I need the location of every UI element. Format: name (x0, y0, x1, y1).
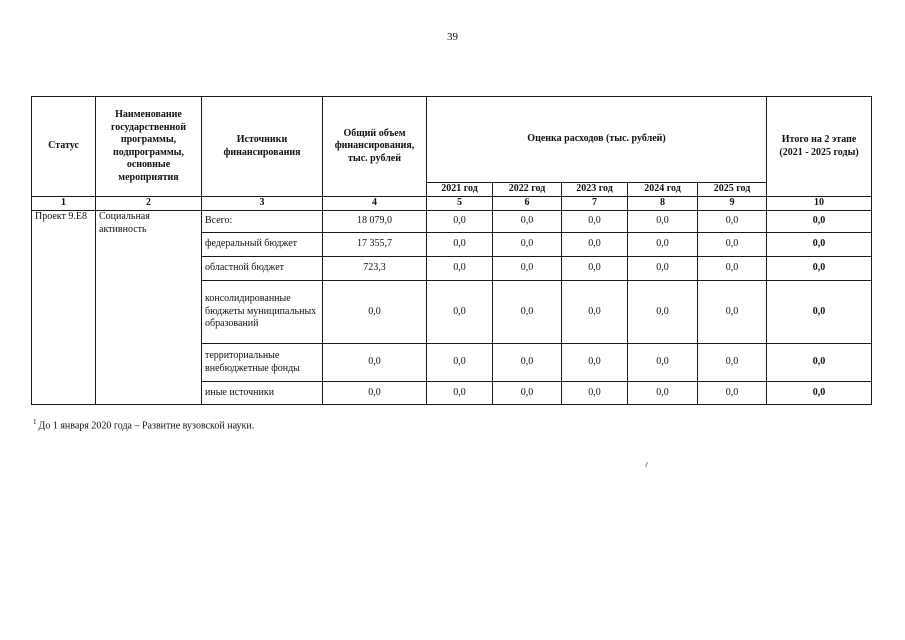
year-cell: 0,0 (698, 233, 767, 257)
year-cell: 0,0 (493, 257, 562, 281)
year-cell: 0,0 (493, 382, 562, 405)
year-cell: 0,0 (698, 257, 767, 281)
year-cell: 0,0 (493, 233, 562, 257)
table-row (32, 211, 872, 233)
column-number: 1 (32, 197, 96, 211)
year-cell: 0,0 (628, 257, 698, 281)
source-cell: территориальные внебюджетные фонды (202, 344, 323, 382)
total-cell: 0,0 (323, 344, 427, 382)
total-cell: 0,0 (323, 281, 427, 344)
year-cell: 0,0 (698, 281, 767, 344)
footnote-text: До 1 января 2020 года – Развитие вузовской науки. (38, 420, 255, 432)
year-cell: 0,0 (628, 382, 698, 405)
header-year: 2025 год (698, 183, 767, 197)
source-cell: иные источники (202, 382, 323, 405)
source-cell: федеральный бюджет (202, 233, 323, 257)
stage-total-cell: 0,0 (767, 211, 872, 233)
stage-total-cell: 0,0 (767, 233, 872, 257)
year-cell: 0,0 (562, 257, 628, 281)
stage-total-cell: 0,0 (767, 344, 872, 382)
year-cell: 0,0 (562, 344, 628, 382)
project-name: Социальная активность (96, 211, 202, 405)
source-cell: областной бюджет (202, 257, 323, 281)
year-cell: 0,0 (562, 233, 628, 257)
year-cell: 0,0 (427, 233, 493, 257)
column-number: 9 (698, 197, 767, 211)
header-stage-total: Итого на 2 этапе (2021 - 2025 годы) (767, 97, 872, 197)
header-sources: Источники финансирования (202, 97, 323, 197)
year-cell: 0,0 (562, 382, 628, 405)
year-cell: 0,0 (562, 211, 628, 233)
year-cell: 0,0 (427, 382, 493, 405)
column-number: 2 (96, 197, 202, 211)
header-year: 2021 год (427, 183, 493, 197)
financing-table (31, 96, 872, 405)
source-cell: консолидированные бюджеты муниципальных образований (202, 281, 323, 344)
header-year: 2023 год (562, 183, 628, 197)
header-year: 2022 год (493, 183, 562, 197)
year-cell: 0,0 (427, 344, 493, 382)
project-status: Проект 9.Е8 (32, 211, 96, 405)
column-number: 5 (427, 197, 493, 211)
total-cell: 18 079,0 (323, 211, 427, 233)
footnote-marker: 1 (33, 418, 37, 426)
column-number: 8 (628, 197, 698, 211)
column-number-row (32, 197, 872, 211)
column-number: 3 (202, 197, 323, 211)
year-cell: 0,0 (698, 344, 767, 382)
column-number: 10 (767, 197, 872, 211)
stage-total-cell: 0,0 (767, 281, 872, 344)
total-cell: 17 355,7 (323, 233, 427, 257)
page-number: 39 (447, 31, 458, 43)
year-cell: 0,0 (698, 382, 767, 405)
footnote (33, 418, 254, 431)
header-year: 2024 год (628, 183, 698, 197)
year-cell: 0,0 (493, 344, 562, 382)
year-cell: 0,0 (562, 281, 628, 344)
year-cell: 0,0 (698, 211, 767, 233)
stage-total-cell: 0,0 (767, 382, 872, 405)
header-total-volume: Общий объем финансирования, тыс. рублей (323, 97, 427, 197)
year-cell: 0,0 (628, 233, 698, 257)
header-row (32, 97, 872, 183)
source-cell: Всего: (202, 211, 323, 233)
year-cell: 0,0 (493, 211, 562, 233)
year-cell: 0,0 (628, 344, 698, 382)
stage-total-cell: 0,0 (767, 257, 872, 281)
total-cell: 0,0 (323, 382, 427, 405)
year-cell: 0,0 (427, 281, 493, 344)
scan-speck (645, 462, 648, 467)
header-name: Наименование государственной программы, подпрограммы, основные мероприятия (96, 97, 202, 197)
year-cell: 0,0 (628, 211, 698, 233)
year-cell: 0,0 (427, 257, 493, 281)
total-cell: 723,3 (323, 257, 427, 281)
year-cell: 0,0 (427, 211, 493, 233)
year-cell: 0,0 (628, 281, 698, 344)
header-estimate: Оценка расходов (тыс. рублей) (427, 97, 767, 183)
column-number: 4 (323, 197, 427, 211)
header-status: Статус (32, 97, 96, 197)
year-cell: 0,0 (493, 281, 562, 344)
column-number: 7 (562, 197, 628, 211)
column-number: 6 (493, 197, 562, 211)
